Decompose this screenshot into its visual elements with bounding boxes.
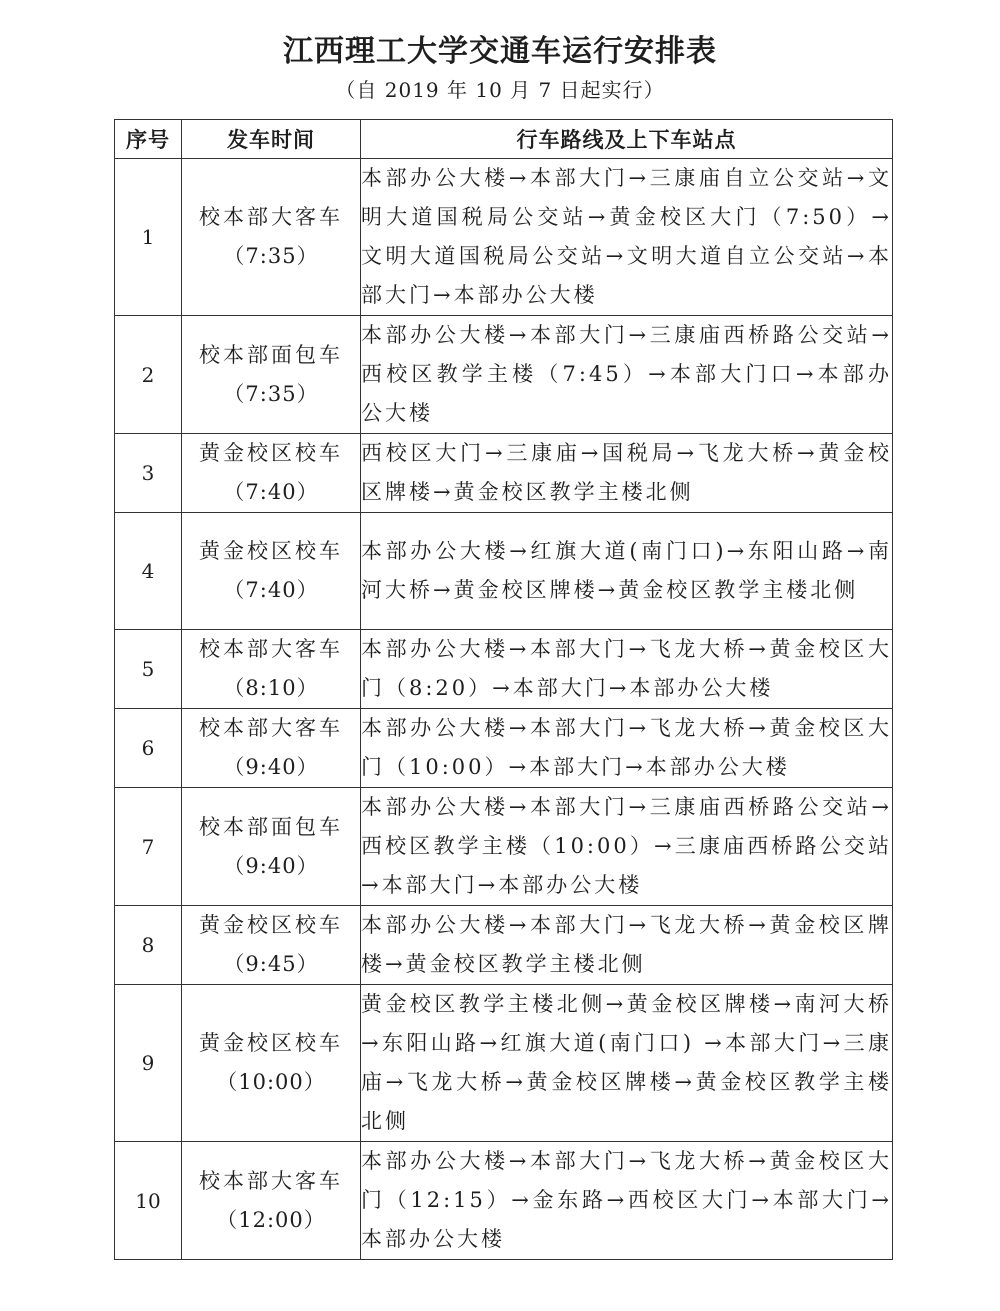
route-cell: 西校区大门→三康庙→国税局→飞龙大桥→黄金校区牌楼→黄金校区教学主楼北侧 <box>361 434 893 513</box>
departure-cell <box>182 630 361 709</box>
departure-time: （9:40） <box>223 755 319 779</box>
route-cell: 黄金校区教学主楼北侧→黄金校区牌楼→南河大桥→东阳山路→红旗大道(南门口) →本部大门→三康庙→飞龙大桥→黄金校区牌楼→黄金校区教学主楼北侧 <box>361 985 893 1142</box>
departure-time: （7:40） <box>223 578 319 602</box>
departure-cell <box>182 434 361 513</box>
row-no: 5 <box>115 630 182 709</box>
route-cell: 本部办公大楼→红旗大道(南门口)→东阳山路→南河大桥→黄金校区牌楼→黄金校区教学主楼北侧 <box>361 513 893 630</box>
table-row <box>115 316 893 434</box>
departure-cell <box>182 159 361 316</box>
route-cell: 本部办公大楼→本部大门→三康庙西桥路公交站→西校区教学主楼（10:00）→三康庙西桥路公交站→本部大门→本部办公大楼 <box>361 788 893 906</box>
route-cell: 本部办公大楼→本部大门→飞龙大桥→黄金校区大门（10:00）→本部大门→本部办公大楼 <box>361 709 893 788</box>
header-route: 行车路线及上下车站点 <box>361 120 893 159</box>
departure-time: （9:40） <box>223 853 319 878</box>
page-title: 江西理工大学交通车运行安排表 <box>283 34 717 69</box>
departure-time: （10:00） <box>216 1070 326 1094</box>
row-no: 9 <box>115 985 182 1142</box>
table-row <box>115 985 893 1142</box>
row-no: 8 <box>115 906 182 985</box>
table-row <box>115 630 893 709</box>
vehicle-name: 校本部大客车 <box>199 716 343 740</box>
row-no: 4 <box>115 513 182 630</box>
route-cell: 本部办公大楼→本部大门→三康庙自立公交站→文明大道国税局公交站→黄金校区大门（7:50）→文明大道国税局公交站→文明大道自立公交站→本部大门→本部办公大楼 <box>361 159 893 316</box>
table-row <box>115 788 893 906</box>
row-no: 6 <box>115 709 182 788</box>
departure-cell <box>182 788 361 906</box>
route-cell: 本部办公大楼→本部大门→三康庙西桥路公交站→西校区教学主楼（7:45）→本部大门口→本部办公大楼 <box>361 316 893 434</box>
departure-time: （12:00） <box>216 1207 326 1232</box>
row-no: 7 <box>115 788 182 906</box>
header-departure-time: 发车时间 <box>182 120 361 159</box>
route-cell: 本部办公大楼→本部大门→飞龙大桥→黄金校区大门（8:20）→本部大门→本部办公大楼 <box>361 630 893 709</box>
bus-schedule-table <box>114 119 893 1260</box>
effective-date-subtitle: （自 2019 年 10 月 7 日起实行） <box>335 78 665 102</box>
table-row <box>115 1142 893 1260</box>
vehicle-name: 校本部面包车 <box>199 342 343 367</box>
header-no: 序号 <box>115 120 182 159</box>
vehicle-name: 校本部大客车 <box>199 205 343 229</box>
row-no: 3 <box>115 434 182 513</box>
vehicle-name: 校本部大客车 <box>199 637 343 661</box>
row-no: 1 <box>115 159 182 316</box>
departure-time: （9:45） <box>223 952 319 976</box>
departure-cell <box>182 316 361 434</box>
vehicle-name: 黄金校区校车 <box>199 913 343 937</box>
vehicle-name: 黄金校区校车 <box>199 441 343 465</box>
route-cell: 本部办公大楼→本部大门→飞龙大桥→黄金校区牌楼→黄金校区教学主楼北侧 <box>361 906 893 985</box>
table-header-row <box>115 120 893 159</box>
departure-cell <box>182 709 361 788</box>
departure-cell <box>182 985 361 1142</box>
vehicle-name: 黄金校区校车 <box>199 539 343 563</box>
table-row <box>115 434 893 513</box>
table-row <box>115 159 893 316</box>
table-row <box>115 709 893 788</box>
route-cell: 本部办公大楼→本部大门→飞龙大桥→黄金校区大门（12:15）→金东路→西校区大门→本部大门→本部办公大楼 <box>361 1142 893 1260</box>
table-row <box>115 906 893 985</box>
vehicle-name: 校本部大客车 <box>199 1168 343 1193</box>
departure-time: （7:40） <box>223 480 319 504</box>
table-row <box>115 513 893 630</box>
departure-cell <box>182 1142 361 1260</box>
departure-time: （7:35） <box>223 244 319 268</box>
row-no: 10 <box>115 1142 182 1260</box>
departure-time: （7:35） <box>223 381 319 406</box>
vehicle-name: 校本部面包车 <box>199 814 343 839</box>
row-no: 2 <box>115 316 182 434</box>
departure-cell <box>182 513 361 630</box>
departure-time: （8:10） <box>223 676 319 700</box>
vehicle-name: 黄金校区校车 <box>199 1031 343 1055</box>
departure-cell <box>182 906 361 985</box>
